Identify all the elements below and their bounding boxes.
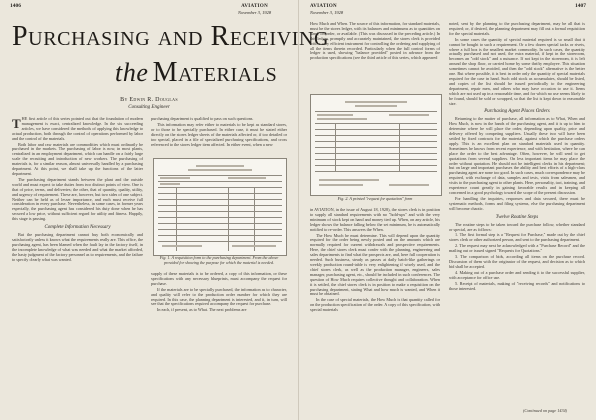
right-column-1-bottom bbox=[310, 208, 440, 413]
left-page-number: 1406 bbox=[10, 3, 21, 9]
paragraph: 3. The comparison of bids, according all items on the purchase record. Discussion of them with the originator of the request, and decision as to which bid shall be accepted. bbox=[449, 254, 585, 269]
form-grid bbox=[315, 99, 437, 191]
byline bbox=[0, 97, 298, 111]
figure-1-caption: Fig. 1. A requisition form to the purchasing department. From the above provided for showing the purpose for which the material is needed. bbox=[159, 255, 279, 265]
paragraph: in AVIATION, in the issue of August 18, 1928), the stores clerk is in position to supply all standard requirements with no "hold-ups" and with the very minimum of stock kept on hand and money tied up. When, on any article, his ledger shows the balance falling below the set minimum, he is automatically notified to re-order. This answers the When. bbox=[310, 208, 440, 232]
paragraph: The purchasing department stands between the plant and the outside world and must expect to take duties from two distinct points of view. One is that of price, terms, and deliveries; the other, that of quantity, quality, utility, and urgency of requirement. These are, however, but two sides of one subject. Neither can be held as of lesser importance, and each must receive full consideration in every purchase. Nevertheless, in some cases, in former years especially, the purchasing agent has considered his duty done when he has secured a low price, without sufficient regard for utility and fitness. Happily, this stage is passing. bbox=[12, 176, 143, 222]
right-page-number: 1407 bbox=[575, 3, 586, 9]
paragraph: The routine steps to be taken toward the purchase follow, whether standard or special, are as follows: bbox=[449, 221, 585, 232]
left-issue-date: November 3, 1928 bbox=[238, 9, 272, 15]
paragraph: 2. The request may next be acknowledged with a "Purchase Record" and the mailing out or issued signed "Requests for Quotations." bbox=[449, 243, 585, 254]
left-column-1 bbox=[12, 117, 143, 413]
left-column-2-bottom bbox=[151, 272, 287, 413]
article-title-line1: Purchasing and Receiving bbox=[12, 21, 330, 52]
author-role: Consulting Engineer bbox=[128, 105, 170, 110]
right-page bbox=[298, 0, 596, 420]
section-heading: Complete Information Necessary bbox=[44, 225, 111, 231]
paragraph: In some cases the quantity of special material required is so small that it cannot be bought to such a requirement. Or a few dozen special tacks or rivets, where a full box is the smallest market commodity. In such cases, the quantity actually purchased and not used, the extra material, if kept in the storeroom, becomes an "odd stock" and a nuisance. If not kept in the storeroom, it is left around the shop floor, or carried home by some thrifty employee. This situation sometimes cannot be avoided, and then the "odd stock" alternative is the better one. But where possible, it is best in order only the quantity of special materials required for the case in hand. Such odd stock as accumulates, should be listed, and copies of the list should be issued periodically to the engineering department, repair men, and others who may have occasion to use it. Items which are not used up in a reasonable time, and for which no use seems likely to be found, should be sold or scrapped, so that the list is kept down to reasonable size. bbox=[449, 36, 585, 106]
left-magazine-name: AVIATION bbox=[241, 4, 269, 9]
paragraph: 5. Receipt of materials, making of "receiving records" and notifications to those interested. bbox=[449, 280, 585, 291]
right-column-2 bbox=[449, 22, 585, 406]
paragraph: In each, if present, as to What. The next problems are bbox=[157, 307, 247, 313]
form-grid bbox=[158, 163, 282, 251]
paragraph: 4. Making out of a purchase order and sending it to the successful supplier, with acceptance for office use. bbox=[449, 269, 585, 280]
figure-2-caption: Fig. 2. A printed "request for quotation" form bbox=[337, 196, 413, 201]
drop-cap: T bbox=[12, 117, 21, 131]
paragraph: 1. The first formal step is a "Request for Purchase," made out by the chief stores clerk or other authorized person, and sent to the purchasing department. bbox=[449, 232, 585, 243]
paragraph: This information may refer either to materials to be kept as standard stores, or to those to be specially purchased. In either case, it must be stated either directly on the stores ledger sheets of the materials affected or, if too detailed or too special, placed in a file of specialized purchasing specifications, and cross referenced to the stores ledger item affected. In either event, when a new bbox=[151, 121, 287, 147]
figure-2-quotation-form bbox=[310, 94, 442, 196]
paragraph: But the purchasing department cannot buy both economically and satisfactorily unless it knows what the requirements really are. This office, the purchasing agent, has been blamed when the fault lay in the factory itself, in the incomplete knowledge of what was needed and what the market afforded, the hasty judgment of the factory personnel as to requirements, and the failure to specify clearly what was wanted. bbox=[12, 232, 143, 262]
paragraph: For handling the inquiries, responses and data secured, there must be systematic methods, forms and filing systems, else the purchasing department will become chaotic. bbox=[449, 195, 585, 211]
paragraph: purchasing department is qualified to pass on such questions. bbox=[151, 117, 254, 121]
title-word-the: the bbox=[115, 58, 149, 87]
author-name: By Edwin R. Douglas bbox=[120, 97, 178, 103]
section-heading: Purchasing Agent Places Orders bbox=[484, 109, 550, 115]
paragraph: Both labor and raw materials are commodities which must ordinarily be purchased in the markets. The purchasing of labor is now, in most plants, centralized in an employment department, which can handle on a fairly large scale the recruiting and introduction of new workers. The purchasing of materials is, for a similar reason, almost universally handled by a purchasing department. At this point, we shall take up the functions of the latter department. bbox=[12, 141, 143, 176]
paragraph: Returning to the matter of purchase, all information as to What, When and How Much, is now in the hands of the purchasing agent, and it is up to him to determine where he will place the order, depending upon quality, price and delivery offered by competing suppliers. Usually these two will have been settled by fixed contracts for the material, against which the purchase orders apply. This is an excellent plan on standard materials used in quantity. Sometimes he knows from recent experience, and with hesitation, where he can place the order to the best advantage. Often, however, he will send to get quotations from several suppliers. On less important items he may place the order without quotation. He should not be intelligent clerks in his department; but on large and important purchases the ability and best efforts of a high-class purchasing agent are none too good. In such cases, much correspondence may be required, with exchange of data, samples and tests, visits from salesmen, and visits to the purchasing agent to other plants. Here, personality, tact, training, and experience count greatly in gaining favorable results and in keeping all concerned in a good psychology toward the scope of the present discussion. bbox=[449, 116, 585, 195]
paragraph: supply of these materials is to be ordered, a copy of this information, or these specifications with any necessary blueprints, must accompany the request for purchase. bbox=[151, 272, 287, 286]
continued-note: (Continued on page 1434) bbox=[523, 408, 568, 413]
section-heading: Twelve Routine Steps bbox=[495, 214, 539, 220]
paragraph: noted, sent by the planning to the purchasing department, may be all that is required; or, if desired, the planning department may fill out a formal requisition for the special materials. bbox=[449, 22, 585, 36]
paragraph: In the case of special materials, the How Much is that quantity called for on the production specification of the order. A copy of this specification, with special materials bbox=[310, 297, 440, 313]
left-column-2-top bbox=[151, 117, 287, 155]
right-column-1-top bbox=[310, 22, 440, 92]
paragraph: THE first article of this series pointed out that the foundation of modern management is exact, centralized knowledge. In the six succeeding articles, we have considered the methods of applying this knowledge to actual production, both through the control of operations performed by labor and the control of the materials. bbox=[12, 117, 143, 141]
figure-1-requisition-form bbox=[153, 158, 287, 256]
right-magazine-name: AVIATION bbox=[310, 4, 337, 9]
paragraph: The How Much he must determine. This will depend upon the quantity required for the order being newly posted and on the amounts which are normally required for current withdrawals and prospective requirements. Here, the chief stores clerk must confer with the planning, engineering and sales departments to find what the prospects are, and, here full cooperation is needed. Such business, steady as passes at daily batch-like gatherings or weekly production round-table is very enlightening if wisely used, and the chief stores clerk, as well as the production manager, engineers, sales manager, purchasing agent, etc., should be included in such conferences. The question of How Much requires collective thought and collaboration. When it is settled, the chief stores clerk is in position to make a requisition on the purchasing department, stating What and how much is wanted, and When it must be obtained. bbox=[310, 232, 440, 297]
article-title-line2 bbox=[115, 58, 295, 88]
right-issue-date: November 3, 1928 bbox=[310, 9, 344, 15]
paragraph: If the materials are to be specially purchased, the information as to character, and quality will refer to the production order number for which they are required. In this case, the planning department is interested, and it, in turn, will see that the specifications required accompany the request for purchase. bbox=[151, 286, 287, 307]
paragraph: How Much and When. The source of this information, for standard materials, must be the stores ledger, with its balances and minimums as to quantities on hand, on order, or available. (This was discussed in the preceding article.) In this ledger, promptly and accurately maintained, the stores clerk is provided with a very efficient instrument for controlling the ordering and supplying of all the items therein recorded. Particularly when the full control forms of ledger is used, showing "balance provided" posted in advance from the production specifications (see the third article of this series, which appeared bbox=[310, 22, 440, 61]
title-word-materials: Materials bbox=[152, 57, 278, 88]
